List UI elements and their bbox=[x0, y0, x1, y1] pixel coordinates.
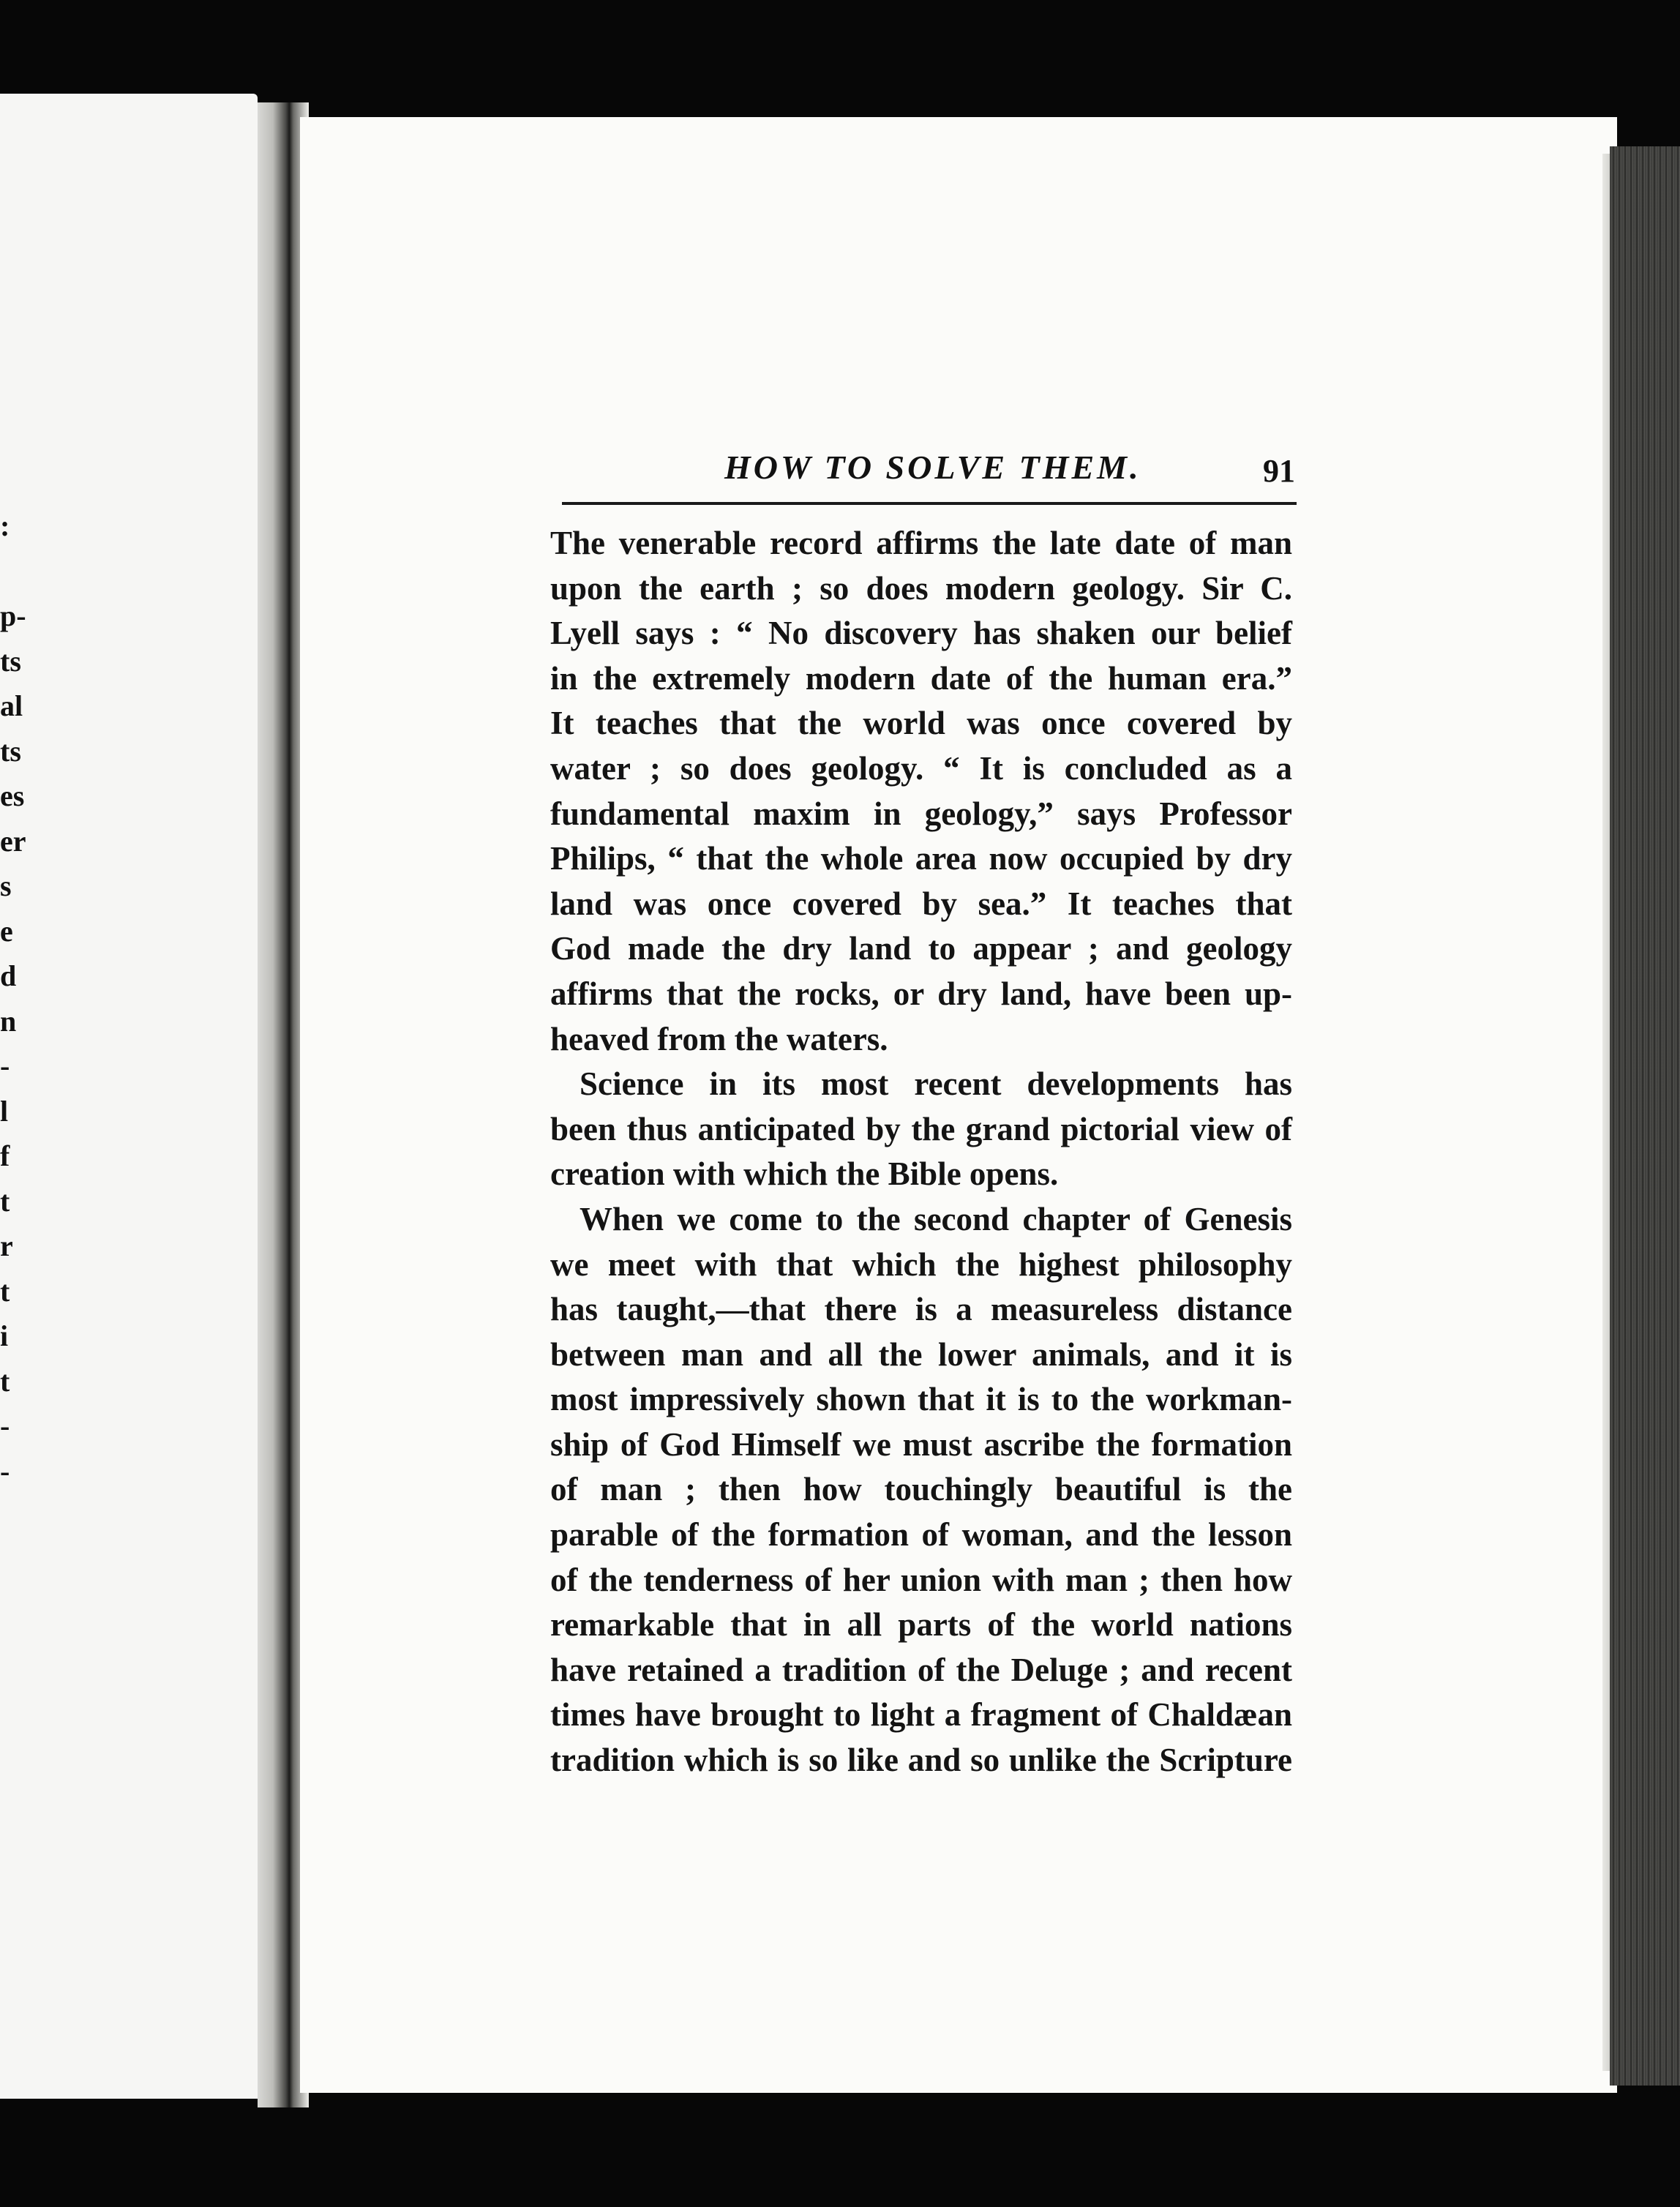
margin-fragment: d bbox=[0, 959, 17, 992]
text-line: fundamental maxim in geology,” says Professor bbox=[550, 795, 1292, 832]
text-line: times have brought to light a fragment of Chaldæan bbox=[550, 1696, 1292, 1734]
text-line: Science in its most recent developments has bbox=[580, 1065, 1292, 1103]
text-line: God made the dry land to appear ; and geology bbox=[550, 930, 1292, 967]
text-line: of man ; then how touchingly beautiful is the bbox=[550, 1471, 1292, 1508]
margin-fragment: - bbox=[0, 1454, 10, 1488]
margin-fragment: ts bbox=[0, 644, 21, 678]
running-title: HOW TO SOLVE THEM. bbox=[724, 449, 1141, 486]
header-rule bbox=[562, 502, 1297, 505]
text-line: we meet with that which the highest philosophy bbox=[550, 1245, 1292, 1283]
margin-fragment: l bbox=[0, 1094, 9, 1128]
paragraph bbox=[550, 521, 1292, 1062]
margin-fragment: - bbox=[0, 1049, 10, 1082]
text-line: most impressively shown that it is to the workman- bbox=[550, 1381, 1292, 1418]
text-line: between man and all the lower animals, and it is bbox=[550, 1335, 1292, 1373]
margin-fragment bbox=[0, 549, 44, 594]
margin-fragment: - bbox=[0, 1409, 10, 1442]
margin-fragment: n bbox=[0, 1004, 17, 1038]
text-line: land was once covered by sea.” It teaches that bbox=[550, 885, 1292, 922]
text-line: parable of the formation of woman, and the lesson bbox=[550, 1516, 1292, 1554]
margin-fragment: t bbox=[0, 1364, 10, 1398]
text-line: It teaches that the world was once covered by bbox=[550, 705, 1292, 742]
text-line: Lyell says : “ No discovery has shaken our belief bbox=[550, 615, 1292, 652]
margin-fragment: t bbox=[0, 1184, 10, 1218]
text-line: creation with which the Bible opens. bbox=[550, 1155, 1059, 1193]
text-line: heaved from the waters. bbox=[550, 1020, 888, 1057]
text-line: remarkable that in all parts of the world nations bbox=[550, 1606, 1292, 1644]
text-line: When we come to the second chapter of Genesis bbox=[580, 1200, 1292, 1237]
text-line: The venerable record affirms the late date of man bbox=[550, 525, 1292, 561]
margin-fragment: e bbox=[0, 914, 13, 948]
margin-fragment: al bbox=[0, 689, 23, 722]
text-line: has taught,—that there is a measureless distance bbox=[550, 1291, 1292, 1328]
text-line: affirms that the rocks, or dry land, have been up- bbox=[550, 975, 1292, 1012]
book-page-edges bbox=[1610, 146, 1680, 2086]
running-head bbox=[556, 448, 1295, 506]
margin-fragment: t bbox=[0, 1274, 10, 1308]
left-facing-page bbox=[0, 94, 258, 2099]
left-page-margin-fragments bbox=[0, 503, 44, 1494]
margin-fragment: ts bbox=[0, 734, 21, 768]
text-line: water ; so does geology. “ It is concluded as a bbox=[550, 749, 1292, 787]
margin-fragment: : bbox=[0, 509, 10, 542]
text-line: Philips, “ that the whole area now occupied by dry bbox=[550, 840, 1292, 877]
text-line: have retained a tradition of the Deluge ; and recent bbox=[550, 1651, 1292, 1688]
margin-fragment: p- bbox=[0, 599, 26, 632]
margin-fragment: f bbox=[0, 1139, 10, 1172]
page-number: 91 bbox=[1263, 453, 1295, 489]
margin-fragment: r bbox=[0, 1229, 13, 1262]
text-line: of the tenderness of her union with man ; then how bbox=[550, 1561, 1292, 1598]
paragraph bbox=[550, 1197, 1292, 1783]
text-line: tradition which is so like and so unlike the Scripture bbox=[550, 1742, 1292, 1779]
text-line: upon the earth ; so does modern geology. Sir C. bbox=[550, 569, 1292, 607]
margin-fragment: er bbox=[0, 824, 26, 858]
margin-fragment: s bbox=[0, 869, 12, 902]
paragraph bbox=[550, 1062, 1292, 1197]
body-text bbox=[550, 521, 1292, 1783]
text-line: in the extremely modern date of the human era.” bbox=[550, 659, 1292, 697]
text-line: been thus anticipated by the grand pictorial view of bbox=[550, 1110, 1292, 1147]
text-line: ship of God Himself we must ascribe the formation bbox=[550, 1425, 1292, 1463]
margin-fragment: es bbox=[0, 779, 25, 812]
margin-fragment: i bbox=[0, 1319, 9, 1352]
